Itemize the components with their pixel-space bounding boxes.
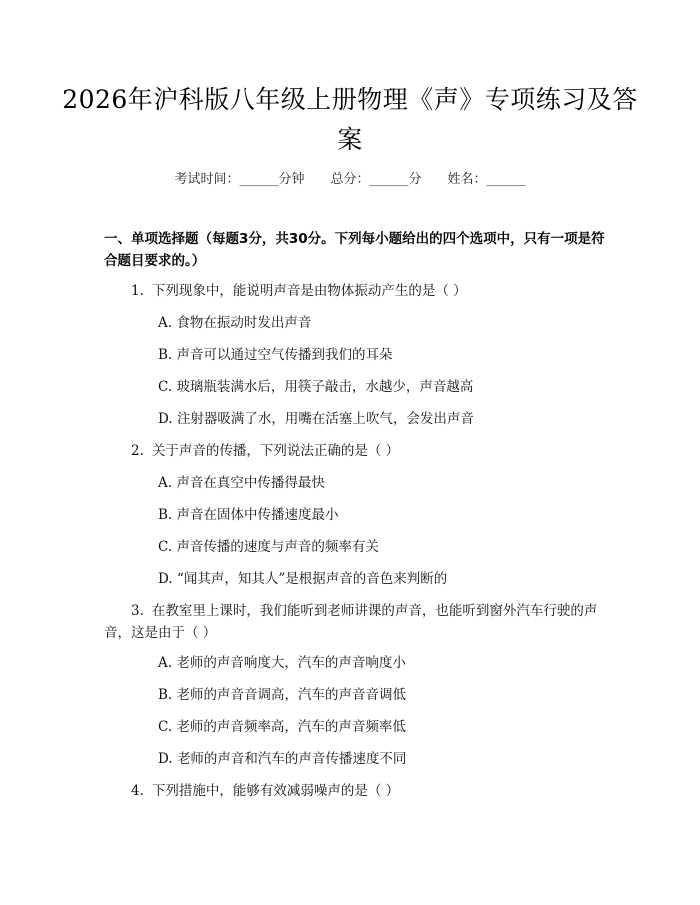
option-letter: A. [158, 655, 173, 671]
option-1c[interactable] [158, 376, 610, 398]
question-text: 下列措施中，能够有效减弱噪声的是（ ） [151, 783, 400, 799]
option-1d[interactable] [158, 408, 610, 430]
question-4 [104, 780, 610, 802]
option-letter: D. [158, 571, 173, 587]
option-text: 老师的声音响度大，汽车的声音响度小 [176, 655, 406, 671]
option-2c[interactable] [158, 536, 610, 558]
option-3a[interactable] [158, 652, 610, 674]
option-text: 老师的声音频率高，汽车的声音频率低 [176, 719, 406, 735]
option-letter: D. [158, 411, 173, 427]
option-3d[interactable] [158, 748, 610, 770]
option-text: 声音传播的速度与声音的频率有关 [176, 539, 379, 555]
option-text: 声音可以通过空气传播到我们的耳朵 [176, 347, 393, 363]
option-text: 老师的声音音调高，汽车的声音音调低 [176, 687, 407, 703]
option-letter: B. [158, 507, 173, 523]
total-score-field: 总分：______分 [330, 172, 422, 187]
question-number: 2. [131, 443, 144, 459]
section-heading: 一、单项选择题（每题3分，共30分。下列每小题给出的四个选项中，只有一项是符合题目要求的。） [104, 231, 605, 269]
question-text: 在教室里上课时，我们能听到老师讲课的声音，也能听到窗外汽车行驶的声音，这是由于（ ） [104, 603, 598, 641]
option-text: 声音在固体中传播速度最小 [176, 507, 339, 523]
question-3 [104, 600, 610, 644]
option-letter: A. [158, 475, 173, 491]
option-text: 玻璃瓶装满水后，用筷子敲击，水越少，声音越高 [176, 379, 474, 395]
option-3c[interactable] [158, 716, 610, 738]
option-text: “闻其声，知其人”是根据声音的音色来判断的 [176, 571, 448, 587]
option-letter: B. [158, 687, 173, 703]
option-text: 声音在真空中传播得最快 [176, 475, 325, 491]
option-text: 老师的声音和汽车的声音传播速度不同 [176, 751, 407, 767]
option-1b[interactable] [158, 344, 610, 366]
option-letter: A. [158, 315, 173, 331]
question-text: 下列现象中，能说明声音是由物体振动产生的是（ ） [151, 283, 467, 299]
question-1 [104, 280, 610, 302]
option-1a[interactable] [158, 312, 610, 334]
option-letter: C. [158, 539, 173, 555]
option-2a[interactable] [158, 472, 610, 494]
option-text: 食物在振动时发出声音 [176, 315, 312, 331]
question-number: 1. [131, 283, 144, 299]
option-letter: B. [158, 347, 173, 363]
exam-meta [0, 168, 700, 187]
option-2d[interactable] [158, 568, 610, 590]
option-3b[interactable] [158, 684, 610, 706]
option-text: 注射器吸满了水，用嘴在活塞上吹气，会发出声音 [176, 411, 474, 427]
exam-time-field: 考试时间：______分钟 [174, 172, 305, 187]
question-number: 4. [131, 783, 144, 799]
page-title: 2026年沪科版八年级上册物理《声》专项练习及答案 [62, 85, 638, 154]
question-text: 关于声音的传播，下列说法正确的是（ ） [151, 443, 400, 459]
option-letter: D. [158, 751, 173, 767]
question-number: 3. [131, 603, 144, 619]
question-2 [104, 440, 610, 462]
option-letter: C. [158, 379, 173, 395]
student-name-field: 姓名：______ [447, 172, 526, 187]
option-letter: C. [158, 719, 173, 735]
option-2b[interactable] [158, 504, 610, 526]
